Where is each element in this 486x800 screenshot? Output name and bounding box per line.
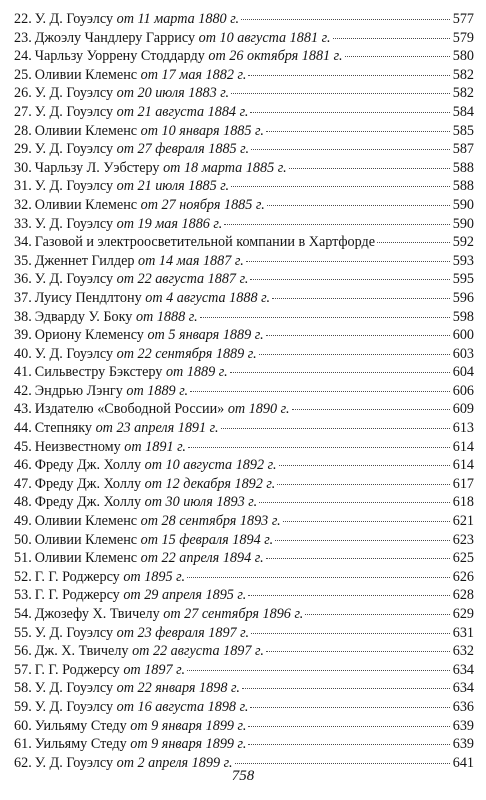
- entry-date: от 1889 г.: [126, 382, 189, 399]
- entry-number: 30.: [14, 159, 32, 176]
- toc-entry: [14, 66, 474, 85]
- entry-number: 32.: [14, 196, 32, 213]
- dot-leader: [187, 577, 450, 578]
- entry-page-number: 609: [452, 401, 474, 418]
- entry-number: 62.: [14, 754, 32, 771]
- dot-leader: [248, 595, 450, 596]
- entry-addressee: У. Д. Гоуэлсу: [34, 103, 114, 120]
- entry-date: от 1888 г.: [135, 308, 198, 325]
- entry-date: от 21 августа 1884 г.: [116, 103, 249, 120]
- entry-number: 51.: [14, 550, 32, 567]
- entry-page-number: 600: [452, 327, 474, 344]
- entry-date: от 19 мая 1886 г.: [116, 215, 223, 232]
- entry-addressee: Оливии Клеменс: [34, 513, 138, 530]
- entry-page-number: 625: [452, 550, 474, 567]
- entry-date: от 27 сентября 1896 г.: [163, 606, 304, 622]
- entry-title: [32, 642, 264, 661]
- entry-page-number: 604: [452, 364, 474, 381]
- entry-number: 49.: [14, 513, 32, 530]
- entry-page-number: 588: [452, 178, 474, 195]
- toc-entry: [14, 698, 474, 717]
- entry-page-number: 590: [452, 215, 474, 232]
- entry-date: от 16 августа 1898 г.: [116, 698, 249, 715]
- entry-title: [32, 215, 223, 234]
- entry-addressee: Издателю «Свободной России»: [34, 401, 225, 418]
- entry-date: от 1891 г.: [124, 438, 186, 455]
- entry-addressee: У. Д. Гоуэлсу: [34, 624, 114, 641]
- dot-leader: [279, 465, 450, 466]
- toc-entry: [14, 289, 474, 308]
- entry-page-number: 598: [452, 308, 474, 325]
- entry-date: от 12 декабря 1892 г.: [144, 475, 276, 492]
- entry-date: от 1889 г.: [165, 364, 228, 381]
- entry-page-number: 634: [452, 661, 474, 678]
- toc-entry: [14, 400, 474, 419]
- entry-page-number: 614: [452, 457, 474, 474]
- entry-addressee: У. Д. Гоуэлсу: [34, 11, 114, 27]
- entry-date: от 14 мая 1887 г.: [138, 252, 244, 269]
- entry-number: 37.: [14, 289, 32, 306]
- entry-title: [32, 345, 257, 364]
- toc-entry: [14, 531, 474, 550]
- dot-leader: [235, 763, 451, 764]
- entry-page-number: 587: [452, 141, 474, 158]
- entry-page-number: 641: [452, 754, 474, 771]
- entry-number: 55.: [14, 624, 32, 641]
- entry-title: [32, 84, 229, 103]
- entry-title: [32, 122, 264, 141]
- toc-entry: [14, 661, 474, 680]
- entry-number: 57.: [14, 661, 32, 678]
- entry-addressee: Сильвестру Бэкстеру: [34, 364, 163, 381]
- entry-date: от 27 февраля 1885 г.: [116, 141, 250, 158]
- page-number: 758: [231, 768, 255, 784]
- entry-title: [32, 661, 185, 680]
- entry-number: 43.: [14, 401, 32, 418]
- entry-date: от 4 августа 1888 г.: [145, 289, 271, 306]
- entry-page-number: 584: [452, 103, 474, 120]
- entry-title: [32, 10, 239, 29]
- toc-entry: [14, 326, 474, 345]
- toc-entry: [14, 717, 474, 736]
- toc-entry: [14, 233, 474, 252]
- entry-addressee: Уильяму Стеду: [34, 736, 127, 753]
- entry-number: 46.: [14, 457, 32, 474]
- toc-entry: [14, 568, 474, 587]
- dot-leader: [345, 56, 450, 57]
- dot-leader: [259, 502, 450, 503]
- entry-page-number: 639: [452, 717, 474, 734]
- entry-addressee: Фреду Дж. Холлу: [34, 457, 142, 474]
- dot-leader: [250, 112, 450, 113]
- entry-date: от 15 февраля 1894 г.: [140, 531, 274, 548]
- entry-date: от 2 апреля 1899 г.: [116, 754, 233, 771]
- entry-title: [32, 326, 264, 345]
- toc-entry: [14, 122, 474, 141]
- toc-entry: [14, 159, 474, 178]
- entry-number: 56.: [14, 643, 32, 660]
- entry-number: 41.: [14, 364, 32, 381]
- toc-entry: [14, 624, 474, 643]
- entry-title: [32, 531, 273, 550]
- entry-addressee: Степняку: [34, 420, 93, 437]
- entry-title: [32, 47, 343, 66]
- toc-entry: [14, 308, 474, 327]
- dot-leader: [221, 428, 450, 429]
- dot-leader: [275, 540, 450, 541]
- entry-number: 40.: [14, 345, 32, 362]
- entry-number: 29.: [14, 141, 32, 158]
- entry-number: 61.: [14, 736, 32, 753]
- entry-number: 33.: [14, 215, 32, 232]
- entry-date: от 28 сентября 1893 г.: [140, 513, 281, 530]
- dot-leader: [188, 447, 450, 448]
- entry-addressee: Газовой и электроосветительной компании в Хартфорде: [34, 234, 376, 251]
- entry-addressee: У. Д. Гоуэлсу: [34, 754, 114, 771]
- entry-title: [32, 438, 186, 457]
- entry-addressee: Чарльзу Л. Уэбстеру: [34, 159, 160, 176]
- dot-leader: [187, 670, 450, 671]
- entry-addressee: Уильяму Стеду: [34, 717, 127, 734]
- dot-leader: [266, 651, 450, 652]
- entry-title: [32, 233, 375, 252]
- dot-leader: [251, 633, 450, 634]
- toc-entry: [14, 605, 474, 624]
- entry-addressee: Оливии Клеменс: [34, 66, 138, 83]
- entry-number: 52.: [14, 568, 32, 585]
- toc-entry: [14, 252, 474, 271]
- dot-leader: [266, 131, 450, 132]
- toc-entry: [14, 493, 474, 512]
- entry-date: от 10 августа 1881 г.: [198, 29, 331, 46]
- entry-date: от 22 апреля 1894 г.: [140, 550, 264, 567]
- dot-leader: [292, 409, 450, 410]
- toc-entry: [14, 382, 474, 401]
- entry-number: 23.: [14, 29, 32, 46]
- dot-leader: [333, 38, 450, 39]
- entry-addressee: Эндрью Лэнгу: [34, 382, 123, 399]
- entry-title: [32, 177, 229, 196]
- entry-addressee: Оливии Клеменс: [34, 550, 138, 567]
- entry-number: 26.: [14, 85, 32, 102]
- toc-entry: [14, 177, 474, 196]
- entry-date: от 9 января 1899 г.: [130, 717, 247, 734]
- entry-page-number: 636: [452, 698, 474, 715]
- dot-leader: [250, 707, 450, 708]
- entry-date: от 22 августа 1897 г.: [132, 643, 264, 660]
- entry-addressee: Неизвестному: [34, 438, 121, 455]
- entry-page-number: 606: [452, 382, 474, 399]
- entry-title: [32, 103, 249, 122]
- entry-page-number: 613: [452, 420, 474, 437]
- toc-entry: [14, 345, 474, 364]
- entry-number: 47.: [14, 475, 32, 492]
- entry-number: 38.: [14, 308, 32, 325]
- entry-title: [32, 456, 277, 475]
- entry-title: [32, 475, 276, 494]
- entry-date: от 5 января 1889 г.: [147, 327, 264, 344]
- entry-page-number: 580: [452, 48, 474, 65]
- entry-number: 60.: [14, 717, 32, 734]
- entry-number: 42.: [14, 382, 32, 399]
- entry-page-number: 590: [452, 196, 474, 213]
- entry-addressee: Ориону Клеменсу: [34, 327, 144, 344]
- entry-addressee: У. Д. Гоуэлсу: [34, 85, 114, 102]
- entry-date: от 1895 г.: [123, 568, 186, 585]
- toc-entry: [14, 84, 474, 103]
- entry-date: от 22 августа 1887 г.: [116, 271, 249, 288]
- entry-title: [32, 252, 244, 271]
- entry-date: от 23 апреля 1891 г.: [95, 420, 219, 437]
- entry-title: [32, 605, 304, 624]
- entry-addressee: Дж. Х. Твичелу: [34, 643, 129, 660]
- toc-entry: [14, 29, 474, 48]
- entry-addressee: Джозефу Х. Твичелу: [34, 606, 160, 622]
- entry-date: от 10 января 1885 г.: [140, 122, 264, 139]
- dot-leader: [266, 558, 450, 559]
- toc-entry: [14, 735, 474, 754]
- entry-date: от 23 февраля 1897 г.: [116, 624, 250, 641]
- entry-number: 25.: [14, 66, 32, 83]
- entry-title: [32, 586, 247, 605]
- dot-leader: [224, 224, 450, 225]
- dot-leader: [267, 205, 450, 206]
- entry-page-number: 592: [452, 234, 474, 251]
- entry-title: [32, 270, 249, 289]
- entry-date: от 1890 г.: [227, 401, 290, 418]
- entry-number: 27.: [14, 103, 32, 120]
- entry-addressee: Оливии Клеменс: [34, 196, 138, 213]
- toc-entry: [14, 215, 474, 234]
- entry-page-number: 596: [452, 289, 474, 306]
- entry-number: 36.: [14, 271, 32, 288]
- toc-entry: [14, 475, 474, 494]
- toc-entry: [14, 456, 474, 475]
- entry-title: [32, 698, 249, 717]
- toc-entry: [14, 140, 474, 159]
- dot-leader: [305, 614, 450, 615]
- toc-entry: [14, 196, 474, 215]
- toc-entry: [14, 549, 474, 568]
- entry-title: [32, 512, 281, 531]
- entry-addressee: Фреду Дж. Холлу: [34, 494, 142, 511]
- table-of-contents: [14, 10, 474, 772]
- entry-addressee: Г. Г. Роджерсу: [34, 587, 120, 604]
- dot-leader: [242, 688, 450, 689]
- entry-title: [32, 66, 247, 85]
- toc-entry: [14, 438, 474, 457]
- entry-page-number: 639: [452, 736, 474, 753]
- dot-leader: [241, 19, 450, 20]
- entry-date: от 9 января 1899 г.: [130, 736, 247, 753]
- entry-date: от 27 ноября 1885 г.: [140, 196, 265, 213]
- entry-date: от 17 мая 1882 г.: [140, 66, 247, 83]
- entry-page-number: 593: [452, 252, 474, 269]
- entry-date: от 26 октября 1881 г.: [208, 48, 343, 65]
- dot-leader: [190, 391, 450, 392]
- entry-title: [32, 624, 249, 643]
- entry-addressee: У. Д. Гоуэлсу: [34, 698, 114, 715]
- entry-page-number: 621: [452, 513, 474, 530]
- entry-number: 35.: [14, 252, 32, 269]
- entry-addressee: Оливии Клеменс: [34, 531, 138, 548]
- entry-number: 54.: [14, 606, 32, 622]
- entry-page-number: 628: [452, 587, 474, 604]
- entry-page-number: 595: [452, 271, 474, 288]
- entry-title: [32, 568, 185, 587]
- entry-date: от 1897 г.: [123, 661, 186, 678]
- entry-addressee: У. Д. Гоуэлсу: [34, 345, 114, 362]
- entry-title: [32, 308, 198, 327]
- entry-number: 22.: [14, 11, 32, 27]
- toc-entry: [14, 103, 474, 122]
- dot-leader: [289, 168, 450, 169]
- entry-addressee: У. Д. Гоуэлсу: [34, 215, 114, 232]
- entry-number: 39.: [14, 327, 32, 344]
- entry-date: от 22 января 1898 г.: [116, 680, 240, 697]
- entry-addressee: У. Д. Гоуэлсу: [34, 680, 114, 697]
- entry-title: [32, 140, 249, 159]
- toc-entry: [14, 47, 474, 66]
- entry-number: 44.: [14, 420, 32, 437]
- entry-date: от 29 апреля 1895 г.: [123, 587, 247, 604]
- entry-title: [32, 400, 290, 419]
- dot-leader: [230, 372, 450, 373]
- entry-addressee: Чарльзу Уоррену Стоддарду: [34, 48, 205, 65]
- entry-title: [32, 363, 228, 382]
- entry-title: [32, 549, 264, 568]
- entry-title: [32, 735, 247, 754]
- entry-page-number: 577: [452, 11, 474, 27]
- dot-leader: [251, 149, 450, 150]
- toc-entry: [14, 270, 474, 289]
- dot-leader: [377, 242, 450, 243]
- toc-entry: [14, 642, 474, 661]
- entry-addressee: Джоэлу Чандлеру Гаррису: [34, 29, 196, 46]
- entry-date: от 21 июля 1885 г.: [116, 178, 230, 195]
- entry-page-number: 631: [452, 624, 474, 641]
- entry-title: [32, 679, 240, 698]
- entry-page-number: 623: [452, 531, 474, 548]
- entry-number: 28.: [14, 122, 32, 139]
- entry-page-number: 585: [452, 122, 474, 139]
- dot-leader: [259, 354, 450, 355]
- entry-title: [32, 382, 188, 401]
- entry-number: 31.: [14, 178, 32, 195]
- entry-page-number: 618: [452, 494, 474, 511]
- entry-title: [32, 419, 219, 438]
- dot-leader: [231, 93, 450, 94]
- entry-addressee: Г. Г. Роджерсу: [34, 661, 120, 678]
- entry-number: 58.: [14, 680, 32, 697]
- toc-entry: [14, 586, 474, 605]
- entry-page-number: 617: [452, 475, 474, 492]
- entry-number: 48.: [14, 494, 32, 511]
- entry-page-number: 588: [452, 159, 474, 176]
- toc-entry: [14, 512, 474, 531]
- entry-title: [32, 159, 287, 178]
- entry-addressee: У. Д. Гоуэлсу: [34, 271, 114, 288]
- entry-addressee: Эдварду У. Боку: [34, 308, 133, 325]
- entry-title: [32, 196, 265, 215]
- entry-page-number: 579: [452, 29, 474, 46]
- entry-number: 53.: [14, 587, 32, 604]
- dot-leader: [277, 484, 450, 485]
- entry-title: [32, 29, 331, 48]
- entry-page-number: 626: [452, 568, 474, 585]
- dot-leader: [283, 521, 450, 522]
- entry-date: от 18 марта 1885 г.: [163, 159, 287, 176]
- entry-date: от 20 июля 1883 г.: [116, 85, 230, 102]
- dot-leader: [272, 298, 450, 299]
- entry-page-number: 582: [452, 85, 474, 102]
- entry-date: от 10 августа 1892 г.: [144, 457, 277, 474]
- entry-page-number: 629: [452, 606, 474, 622]
- entry-page-number: 603: [452, 345, 474, 362]
- dot-leader: [250, 279, 450, 280]
- entry-addressee: У. Д. Гоуэлсу: [34, 141, 114, 158]
- entry-number: 45.: [14, 438, 32, 455]
- dot-leader: [231, 186, 450, 187]
- entry-date: от 30 июля 1893 г.: [144, 494, 258, 511]
- entry-title: [32, 289, 270, 308]
- entry-date: от 11 марта 1880 г.: [116, 11, 240, 27]
- entry-number: 24.: [14, 48, 32, 65]
- entry-addressee: У. Д. Гоуэлсу: [34, 178, 114, 195]
- entry-addressee: Фреду Дж. Холлу: [34, 475, 142, 492]
- toc-entry: [14, 679, 474, 698]
- toc-entry: [14, 419, 474, 438]
- entry-page-number: 632: [452, 643, 474, 660]
- entry-title: [32, 493, 257, 512]
- entry-title: [32, 717, 247, 736]
- entry-number: 34.: [14, 234, 32, 251]
- entry-page-number: 614: [452, 438, 474, 455]
- entry-number: 59.: [14, 698, 32, 715]
- dot-leader: [200, 317, 450, 318]
- entry-addressee: Луису Пендлтону: [34, 289, 142, 306]
- entry-addressee: Г. Г. Роджерсу: [34, 568, 120, 585]
- entry-page-number: 582: [452, 66, 474, 83]
- entry-number: 50.: [14, 531, 32, 548]
- entry-date: от 22 сентября 1889 г.: [116, 345, 257, 362]
- dot-leader: [248, 726, 450, 727]
- toc-entry: [14, 10, 474, 29]
- entry-addressee: Оливии Клеменс: [34, 122, 138, 139]
- dot-leader: [246, 261, 450, 262]
- dot-leader: [266, 335, 450, 336]
- toc-entry: [14, 363, 474, 382]
- dot-leader: [248, 75, 450, 76]
- entry-addressee: Дженнет Гилдер: [34, 252, 135, 269]
- dot-leader: [248, 744, 450, 745]
- entry-page-number: 634: [452, 680, 474, 697]
